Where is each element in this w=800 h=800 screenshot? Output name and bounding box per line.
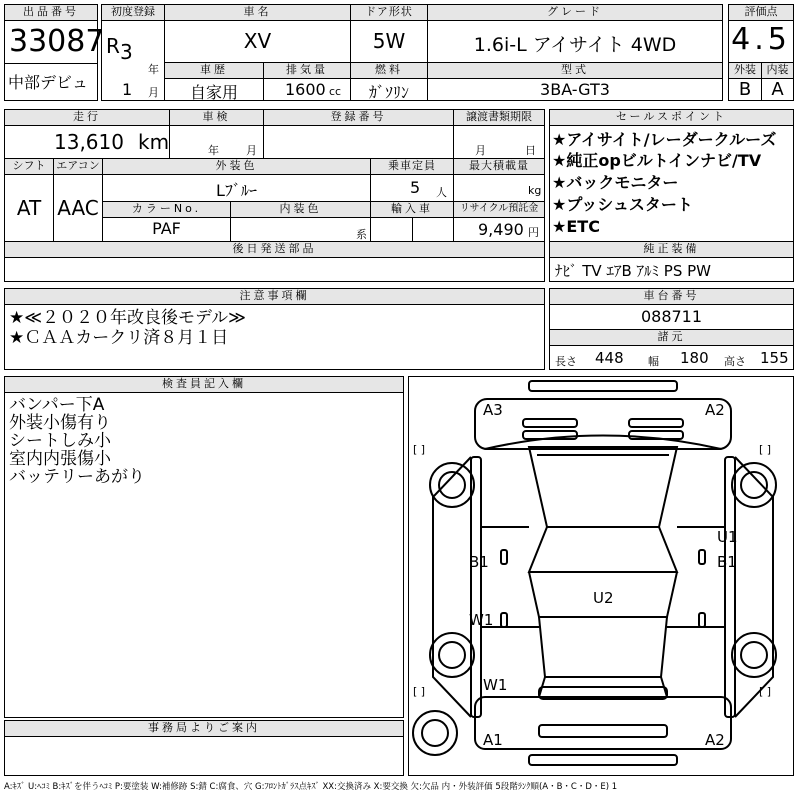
car-name-label: 車名 [164,4,351,21]
inspector-item: 外装小傷有り [9,413,111,433]
office-notice-box [4,736,404,776]
exterior-color: Lﾌﾞﾙｰ [216,181,257,200]
fuel: ｶﾞｿﾘﾝ [368,83,409,102]
width-label: 幅 [648,355,659,368]
inspection-year-unit: 年 [208,144,219,157]
sales-point-item: ★純正opビルトインナビ/TV [552,151,762,170]
max-load-unit: kg [528,184,542,197]
recycle-label: リサイクル預託金 [453,201,545,218]
history-label: 車歴 [164,62,264,79]
damage-diagram [408,376,794,776]
length: 448 [595,349,624,367]
genuine-equipment: ﾅﾋﾞ TV ｴｱB ｱﾙﾐ PS PW [555,262,711,280]
note-item: ★≪２０２０年改良後モデル≫ [9,308,246,328]
mileage-label: 走行 [4,109,170,126]
exterior-score: B [738,79,752,100]
month-num: 1 [122,80,133,99]
grade: 1.6i-L アイサイト 4WD [473,34,677,56]
doc-month-unit: 月 [475,144,486,157]
later-shipment-box [4,257,545,282]
inspector-item: バンパー下A [9,395,105,415]
damage-mark: U2 [593,589,614,607]
inspector-notes-label: 検査員記入欄 [4,376,404,393]
lot-number: 33087 [9,24,105,59]
sales-point-item: ★ETC [552,217,600,236]
document-deadline-label: 譲渡書類期限 [453,109,545,126]
displacement: 1600 [285,80,326,99]
interior-color-box [230,217,371,242]
sales-point-item: ★アイサイト/レーダークルーズ [552,130,777,149]
chassis-number-label: 車台番号 [549,288,794,305]
damage-mark: A2 [705,401,725,419]
later-shipment-label: 後日発送部品 [4,241,545,258]
month-unit: 月 [148,86,159,99]
era: R [106,34,120,58]
sales-point-item: ★バックモニター [552,173,679,192]
registration-box [263,125,454,159]
mileage: 13,610 [54,130,124,154]
bracket: [ ] [759,685,772,698]
recycle-fee: 9,490 [478,220,524,239]
inspection-label: 車検 [169,109,264,126]
capacity-unit: 人 [436,186,447,199]
note-item: ★ＣＡＡカークリ済８月１日 [9,328,229,348]
genuine-equipment-label: 純正装備 [549,241,794,258]
bracket: [ ] [413,685,426,698]
score: 4.5 [731,22,791,57]
mileage-unit: km [138,130,170,154]
damage-mark: A2 [705,731,725,749]
exterior-color-label: 外装色 [102,158,371,175]
inspector-item: シートしみ小 [9,431,111,451]
first-registration-label: 初度登録 [101,4,165,21]
interior-color-label: 内装色 [230,201,371,218]
year-unit: 年 [148,63,159,76]
height: 155 [760,349,789,367]
displacement-label: 排気量 [263,62,351,79]
length-label: 長さ [555,355,577,368]
capacity: 5 [410,178,421,197]
width: 180 [680,349,709,367]
damage-mark: A1 [483,731,503,749]
debut-label: 中部デビュ [8,73,89,92]
interior-color-unit: 系 [356,228,367,241]
car-name: XV [243,29,272,53]
door-type: 5W [372,29,406,53]
model: 3BA-GT3 [540,80,610,99]
inspector-item: バッテリーあがり [9,467,145,487]
fuel-label: 燃料 [350,62,428,79]
max-load-label: 最大積載量 [453,158,545,175]
notes-label: 注意事項欄 [4,288,545,305]
aircon: AAC [57,196,99,220]
exterior-label: 外装 [728,62,762,79]
damage-mark: W1 [483,676,508,694]
recycle-unit: 円 [528,226,539,239]
grade-label: グレード [427,4,723,21]
damage-mark: B1 [717,553,737,571]
history: 自家用 [189,83,238,102]
specs-label: 諸元 [549,329,794,346]
damage-mark: U1 [717,528,738,546]
damage-mark: W1 [469,611,494,629]
year-num: 3 [120,40,133,64]
inspection-month-unit: 月 [246,144,257,157]
bracket: [ ] [759,443,772,456]
import-label: 輸入車 [370,201,454,218]
legend: A:ｷｽﾞ U:ﾍｺﾐ B:ｷｽﾞを伴うﾍｺﾐ P:要塗装 W:補修跡 S:錆 C:腐食、穴 G:ﾌﾛﾝﾄｶﾞﾗｽ点ｷｽﾞ XX:交換済み X:要交換 欠:欠品 内・外装評価 5段階ﾗﾝｸ順(A・B・C・D・E) 1 [4,782,618,792]
chassis-number: 088711 [640,307,703,326]
damage-mark: B1 [469,553,489,571]
color-number-label: カラーNo. [102,201,231,218]
capacity-label: 乗車定員 [370,158,454,175]
import-box-right [412,217,454,242]
registration-label: 登録番号 [263,109,454,126]
height-label: 高さ [724,355,746,368]
bracket: [ ] [413,443,426,456]
door-label: ドア形状 [350,4,428,21]
color-number: PAF [152,219,181,238]
interior-score: A [771,79,784,100]
aircon-label: エアコン [53,158,103,175]
displacement-unit: cc [329,85,342,98]
sales-point-item: ★プッシュスタート [552,195,693,214]
lot-number-label: 出品番号 [4,4,98,21]
sales-points-label: セールスポイント [549,109,794,126]
doc-day-unit: 日 [525,144,536,157]
damage-mark: A3 [483,401,503,419]
interior-label: 内装 [761,62,794,79]
office-notice-label: 事務局よりご案内 [4,720,404,737]
shift-label: シフト [4,158,54,175]
model-label: 型式 [427,62,723,79]
shift: AT [16,196,42,220]
inspector-item: 室内内張傷小 [9,449,111,469]
score-label: 評価点 [728,4,794,21]
car-diagram-svg [409,377,795,777]
specs-box [549,345,794,370]
import-box-left [370,217,413,242]
